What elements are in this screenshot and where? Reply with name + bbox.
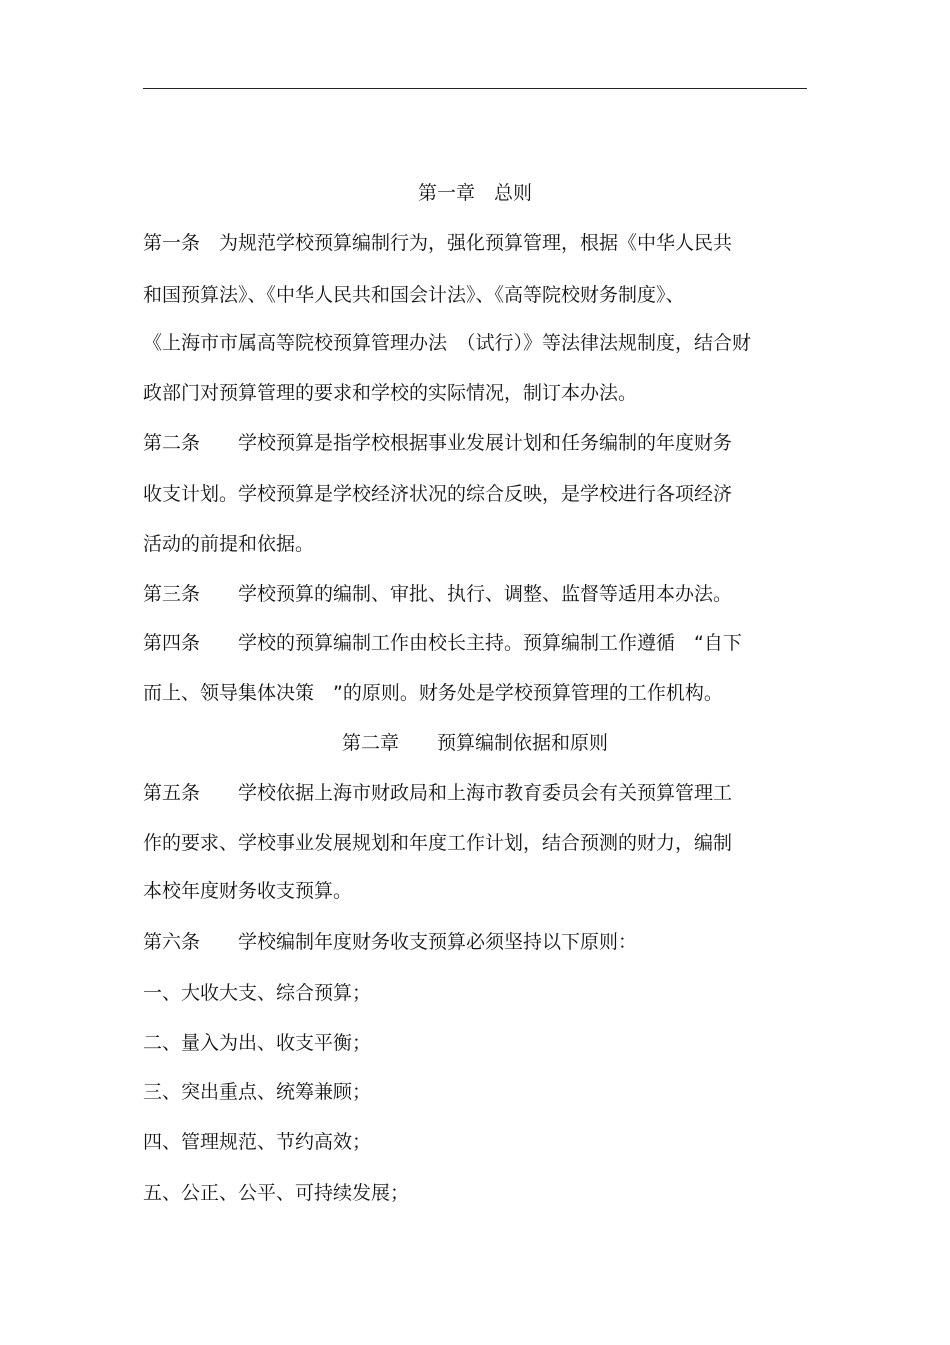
principle-item: 五、公正、公平、可持续发展； xyxy=(143,1182,410,1204)
article-1-line-3: 《上海市市属高等院校预算管理办法 （试行）》等法律法规制度，结合财 xyxy=(143,332,752,354)
article-2-line-3: 活动的前提和依据。 xyxy=(143,533,315,555)
article-3-line-1: 第三条 学校预算的编制、审批、执行、调整、监督等适用本办法。 xyxy=(143,583,733,605)
article-1-line-2: 和国预算法》、《中华人民共和国会计法》、《高等院校财务制度》、 xyxy=(143,284,685,306)
article-1-line-1: 第一条 为规范学校预算编制行为，强化预算管理，根据《中华人民共 xyxy=(143,232,733,254)
article-4-line-1: 第四条 学校的预算编制工作由校长主持。预算编制工作遵循 “自下 xyxy=(143,632,742,654)
article-1-line-4: 政部门对预算管理的要求和学校的实际情况，制订本办法。 xyxy=(143,382,638,404)
article-6-line-1: 第六条 学校编制年度财务收支预算必须坚持以下原则： xyxy=(143,931,638,953)
chapter-1-title: 第一章 总则 xyxy=(417,182,532,204)
article-4-line-2: 而上、领导集体决策 ”的原则。财务处是学校预算管理的工作机构。 xyxy=(143,682,723,704)
article-5-line-2: 作的要求、学校事业发展规划和年度工作计划，结合预测的财力，编制 xyxy=(143,832,733,854)
principle-item: 一、大收大支、综合预算； xyxy=(143,982,372,1004)
header-rule xyxy=(143,88,807,89)
chapter-2-title: 第二章 预算编制依据和原则 xyxy=(341,732,608,754)
article-2-line-2: 收支计划。学校预算是学校经济状况的综合反映，是学校进行各项经济 xyxy=(143,483,733,505)
article-5-line-3: 本校年度财务收支预算。 xyxy=(143,880,353,902)
principle-item: 三、突出重点、统筹兼顾； xyxy=(143,1081,372,1103)
principle-item: 四、管理规范、节约高效； xyxy=(143,1131,372,1153)
article-2-line-1: 第二条 学校预算是指学校根据事业发展计划和任务编制的年度财务 xyxy=(143,432,733,454)
article-5-line-1: 第五条 学校依据上海市财政局和上海市教育委员会有关预算管理工 xyxy=(143,782,733,804)
principle-item: 二、量入为出、收支平衡； xyxy=(143,1032,372,1054)
